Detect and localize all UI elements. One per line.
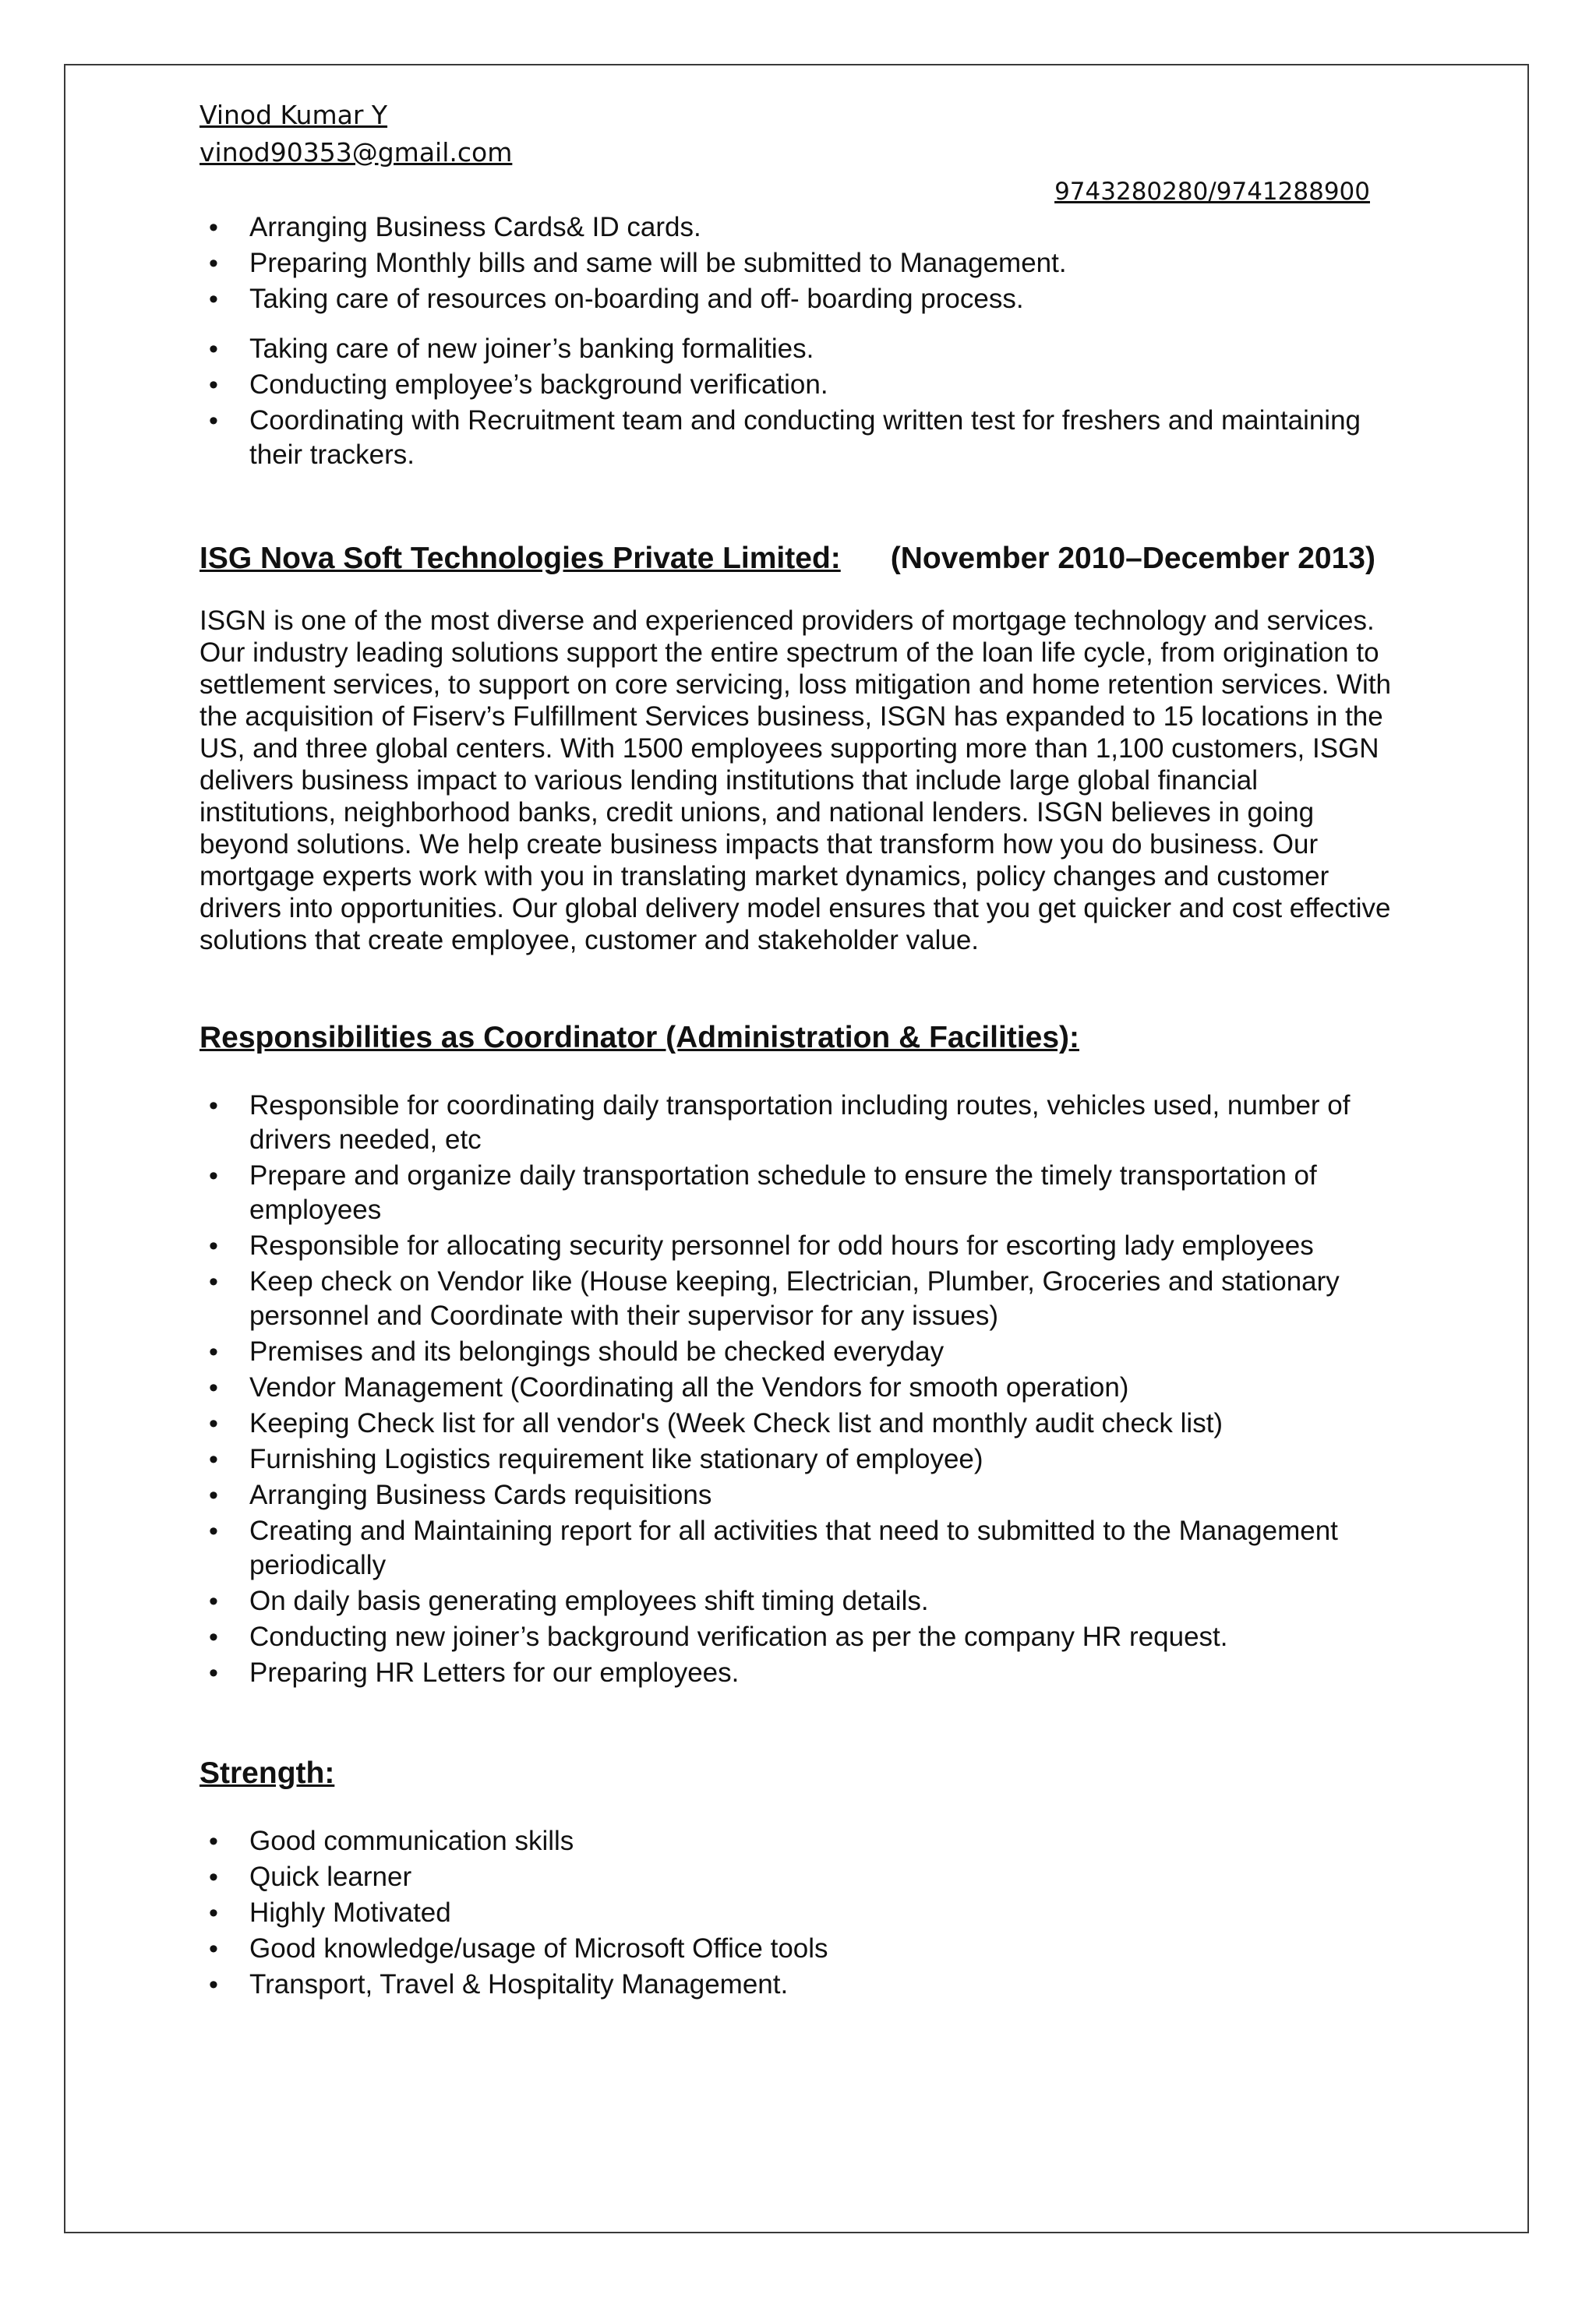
- list-item: • Taking care of resources on-boarding and off- boarding process.: [200, 282, 1392, 316]
- list-item: • Conducting new joiner’s background verification as per the company HR request.: [200, 1620, 1392, 1654]
- list-item: • Premises and its belongings should be checked everyday: [200, 1335, 1392, 1369]
- responsibilities-list: [200, 1089, 1392, 1690]
- resume-body: [200, 210, 1392, 2003]
- responsibilities-heading: Responsibilities as Coordinator (Administration & Facilities):: [200, 1021, 1079, 1054]
- strength-heading: Strength:: [200, 1756, 335, 1790]
- list-item: • Vendor Management (Coordinating all the Vendors for smooth operation): [200, 1371, 1392, 1405]
- list-item: • Taking care of new joiner’s banking formalities.: [200, 332, 1392, 366]
- employment-dates: (November 2010–December 2013): [890, 542, 1375, 575]
- list-item: • Good communication skills: [200, 1824, 1392, 1859]
- list-item: • Arranging Business Cards requisitions: [200, 1478, 1392, 1513]
- list-item: • Responsible for allocating security personnel for odd hours for escorting lady employees: [200, 1229, 1392, 1263]
- list-item: • Coordinating with Recruitment team and conducting written test for freshers and maintaining their trackers.: [200, 404, 1392, 472]
- top-bullet-list-2: [200, 332, 1392, 472]
- list-item: • Preparing Monthly bills and same will be submitted to Management.: [200, 246, 1392, 281]
- candidate-name: Vinod Kumar Y: [200, 100, 388, 130]
- list-item: • Quick learner: [200, 1860, 1392, 1894]
- top-bullet-list: [200, 210, 1392, 316]
- list-item: • Conducting employee’s background verification.: [200, 368, 1392, 402]
- list-item: • On daily basis generating employees shift timing details.: [200, 1584, 1392, 1618]
- company-name: ISG Nova Soft Technologies Private Limited:: [200, 542, 841, 575]
- list-item: • Responsible for coordinating daily transportation including routes, vehicles used, number of drivers needed, etc: [200, 1089, 1392, 1157]
- company-description: ISGN is one of the most diverse and experienced providers of mortgage technology and services. Our industry leading solutions support the entire spectrum of the loan life cycle, from origination to settlement services, to support on core servicing, loss mitigation and home retention services. With the acquisition of Fiserv’s Fulfillment Services business, ISGN has expanded to 15 locations in the US, and three global centers. With 1500 employees supporting more than 1,100 customers, ISGN delivers business impact to various lending institutions that include large global financial institutions, neighborhood banks, credit unions, and national lenders. ISGN believes in going beyond solutions. We help create business impacts that transform how you do business. Our mortgage experts work with you in translating market dynamics, policy changes and customer drivers into opportunities. Our global delivery model ensures that you get quicker and cost effective solutions that create employee, customer and stakeholder value.: [200, 605, 1392, 955]
- company-heading: [200, 539, 1392, 578]
- list-item: • Highly Motivated: [200, 1896, 1392, 1930]
- list-item: • Keep check on Vendor like (House keeping, Electrician, Plumber, Groceries and stationary personnel and Coordinate with their supervisor for any issues): [200, 1265, 1392, 1333]
- list-item: • Good knowledge/usage of Microsoft Office tools: [200, 1932, 1392, 1966]
- email-address: vinod90353@gmail.com: [200, 137, 513, 168]
- list-item: • Prepare and organize daily transportation schedule to ensure the timely transportation of employees: [200, 1159, 1392, 1227]
- list-item: • Keeping Check list for all vendor's (Week Check list and monthly audit check list): [200, 1407, 1392, 1441]
- list-item: • Transport, Travel & Hospitality Management.: [200, 1968, 1392, 2002]
- strength-list: [200, 1824, 1392, 2002]
- list-item: • Arranging Business Cards& ID cards.: [200, 210, 1392, 245]
- list-item: • Creating and Maintaining report for all activities that need to submitted to the Management periodically: [200, 1514, 1392, 1583]
- list-item: • Furnishing Logistics requirement like stationary of employee): [200, 1442, 1392, 1477]
- phone-numbers: 9743280280/9741288900: [1054, 178, 1370, 206]
- list-item: • Preparing HR Letters for our employees.: [200, 1656, 1392, 1690]
